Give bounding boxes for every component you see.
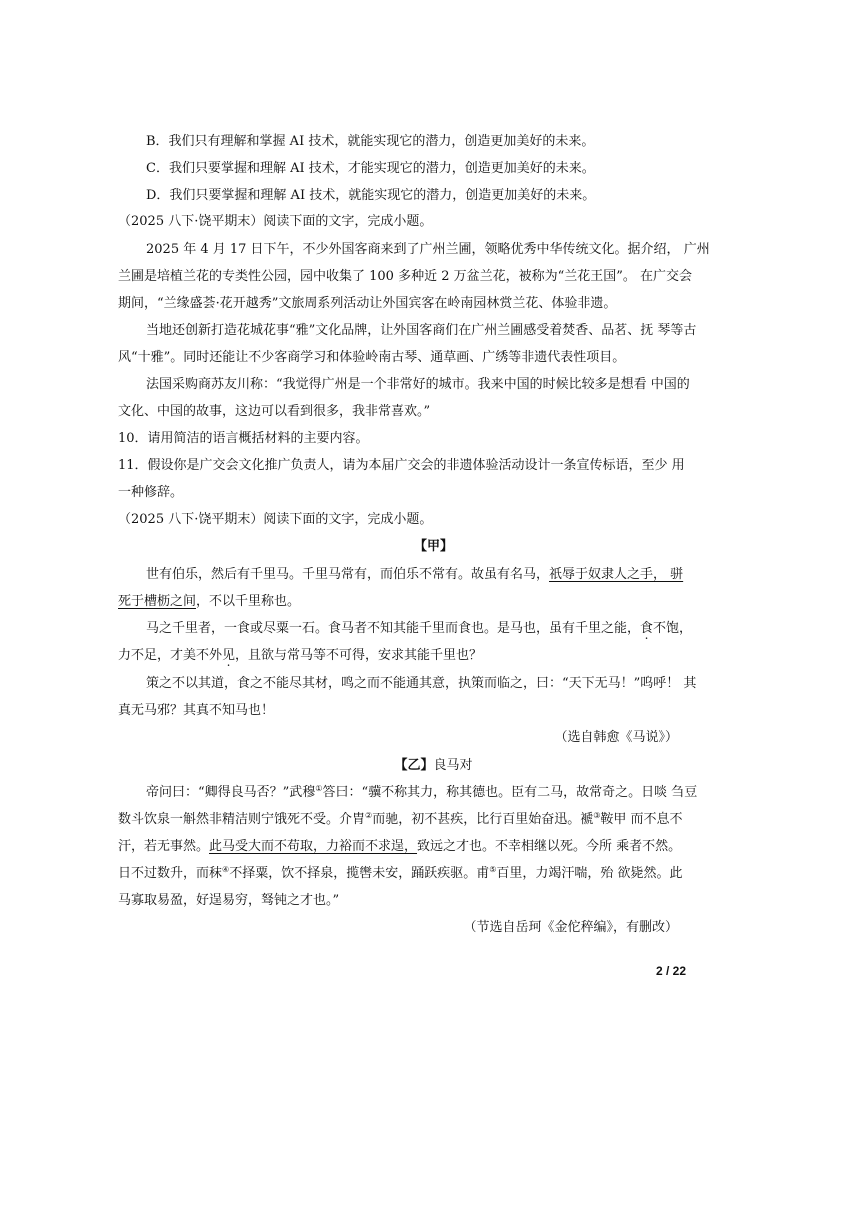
page-number: 2 / 22 [655, 964, 686, 978]
yi-citation: （节选自岳珂《金佗稡编》，有删改） [463, 920, 678, 935]
passage-1-line: 当地还创新打造花城花事“雅”文化品牌，让外国客商们在广州兰圃感受着焚香、品茗、抚 琴等古 [146, 323, 697, 338]
jia-line: 策之不以其道，食之不能尽其材，鸣之而不能通其意，执策而临之，曰：“天下无马！”呜呼！ 其 [146, 676, 697, 691]
option-c: C．我们只要掌握和理解 AI 技术，才能实现它的潜力，创造更加美好的未来。 [146, 161, 595, 176]
yi-line: 数斗饮泉一斛然非精洁则宁饿死不受。介胄②而驰，初不甚疾，比行百里始奋迅。褫③鞍甲 而不息不 [118, 811, 683, 827]
section-source-1: （2025 八下·饶平期末）阅读下面的文字，完成小题。 [118, 214, 433, 229]
question-11: 11．假设你是广交会文化推广负责人，请为本届广交会的非遗体验活动设计一条宣传标语，至少 用 [118, 458, 685, 473]
jia-line: 死于槽枥之间，不以千里称也。 [118, 594, 301, 609]
jia-line: 世有伯乐，然后有千里马。千里马常有，而伯乐不常有。故虽有名马，祇辱于奴隶人之手， 骈 [146, 567, 684, 582]
passage-1-line: 2025 年 4 月 17 日下午，不少外国客商来到了广州兰圃，领略优秀中华传统文化。据介绍， 广州 [146, 242, 710, 257]
jia-line: 真无马邪？其真不知马也！ [118, 703, 275, 718]
jia-line: 力不足，才美不外见，且欲与常马等不可得，安求其能千里也？ [118, 648, 483, 663]
passage-1-line: 兰圃是培植兰花的专类性公园，园中收集了 100 多种近 2 万盆兰花，被称为“兰花王国”。 在广交会 [118, 269, 693, 284]
option-d: D．我们只要掌握和理解 AI 技术，就能实现它的潜力，创造更加美好的未来。 [146, 188, 596, 203]
option-b: B．我们只有理解和掌握 AI 技术，就能实现它的潜力，创造更加美好的未来。 [146, 134, 595, 149]
passage-1-line: 风“十雅”。同时还能让不少客商学习和体验岭南古琴、通草画、广绣等非遗代表性项目。 [118, 350, 626, 365]
jia-line: 马之千里者，一食或尽粟一石。食马者不知其能千里而食也。是马也，虽有千里之能，食不饱， [146, 621, 693, 636]
passage-1-line: 法国采购商苏友川称：“我觉得广州是一个非常好的城市。我来中国的时候比较多是想看 中国的 [146, 377, 690, 392]
passage-1-line: 期间，“兰缘盛荟·花开越秀”文旅周系列活动让外国宾客在岭南园林赏兰花、体验非遗。 [118, 296, 617, 311]
jia-citation: （选自韩愈《马说》） [554, 730, 678, 745]
heading-yi: 【乙】良马对 [394, 758, 473, 773]
passage-1-line: 文化、中国的故事，这边可以看到很多，我非常喜欢。” [118, 404, 431, 419]
yi-line: 日不过数升，而秣④不择粟，饮不择泉，揽辔未安，踊跃疾驱。甫⑤百里，力竭汗喘，殆 欲毙然。此 [118, 865, 683, 881]
yi-line: 帝问曰：“卿得良马否？”武穆①答曰：“骥不称其力，称其德也。臣有二马，故常奇之。日啖 刍豆 [146, 784, 698, 800]
question-11-cont: 一种修辞。 [118, 485, 184, 500]
yi-line: 马寡取易盈，好逞易穷，驽钝之才也。” [118, 893, 340, 908]
yi-line: 汗，若无事然。此马受大而不苟取，力裕而不求逞，致远之才也。不幸相继以死。今所 乘者不然。 [118, 839, 682, 854]
question-10: 10．请用简洁的语言概括材料的主要内容。 [118, 431, 369, 446]
section-source-2: （2025 八下·饶平期末）阅读下面的文字，完成小题。 [118, 512, 433, 527]
heading-jia: 【甲】 [413, 539, 453, 554]
